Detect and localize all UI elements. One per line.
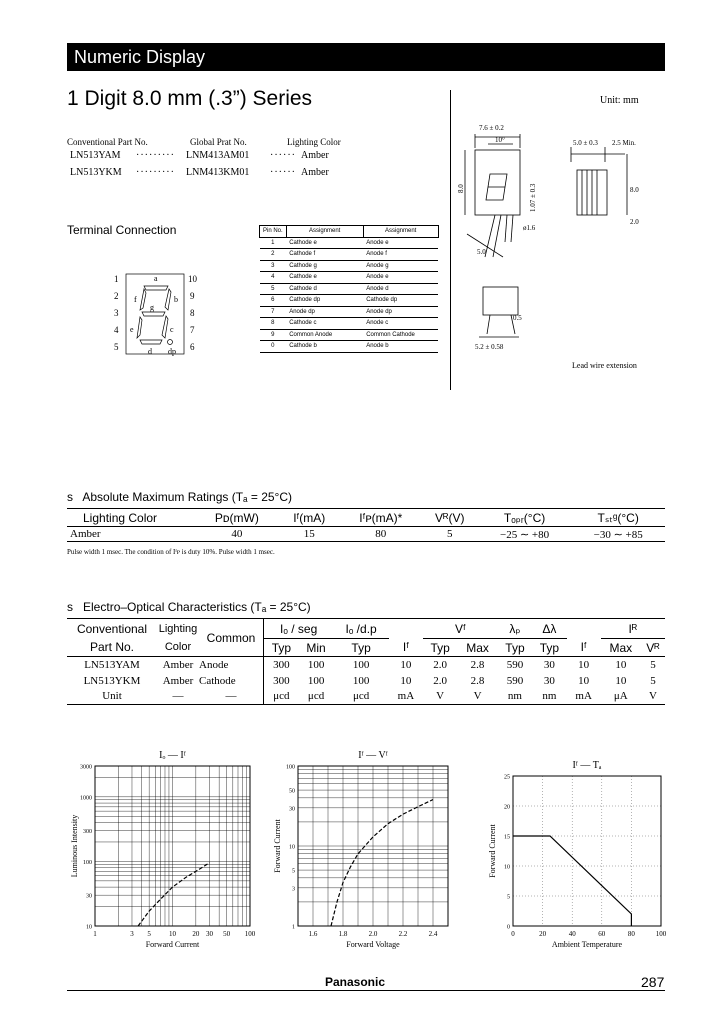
segment-label: e bbox=[130, 325, 134, 334]
brand-logo: Panasonic bbox=[325, 975, 386, 989]
value-cell: 100 bbox=[307, 674, 325, 687]
header-cell: Max bbox=[601, 639, 641, 657]
assignment-cell: Cathode dp bbox=[286, 295, 363, 307]
dim-label: 1.07 ± 0.3 bbox=[529, 183, 537, 212]
series-line bbox=[138, 863, 209, 926]
value-cell: LN513YAM bbox=[84, 658, 140, 671]
abs-max-header-row bbox=[67, 509, 665, 527]
pin-cell: 2 bbox=[260, 249, 287, 261]
table-row bbox=[260, 237, 439, 249]
dim-label: 2.5 Min. bbox=[612, 139, 636, 147]
pin-label: 4 bbox=[114, 325, 119, 335]
value-cell: −30 ∼ +85 bbox=[593, 528, 643, 541]
pin-cell: 1 bbox=[260, 237, 287, 249]
dim-label: 10° bbox=[495, 136, 505, 144]
x-tick-label: 1 bbox=[93, 930, 97, 938]
header-cell: Δλ bbox=[542, 621, 557, 636]
pin-cell: 3 bbox=[260, 260, 287, 272]
dim-label: 5.0 bbox=[477, 248, 486, 256]
x-tick-label: 20 bbox=[539, 930, 547, 938]
segment-label: d bbox=[148, 347, 152, 356]
header-cell: Max bbox=[457, 639, 497, 657]
table-row bbox=[260, 249, 439, 261]
value-cell: 40 bbox=[231, 528, 243, 540]
value-cell: 10 bbox=[615, 674, 627, 687]
series-line bbox=[331, 800, 433, 926]
value-cell: Amber bbox=[162, 674, 194, 687]
pin-cell: 5 bbox=[260, 283, 287, 295]
header-cell: Vᶠ bbox=[454, 621, 466, 636]
assignment-cell: Cathode g bbox=[286, 260, 363, 272]
y-tick-label: 100 bbox=[83, 859, 92, 866]
header-cell: Pᴅ(mW) bbox=[214, 510, 259, 525]
value-cell: 5 bbox=[650, 658, 656, 671]
table-row bbox=[67, 673, 665, 689]
y-tick-label: 20 bbox=[504, 804, 510, 811]
header-cell: Iᶠ(mA) bbox=[293, 510, 326, 525]
lead-caption: Lead wire extension bbox=[572, 361, 637, 370]
assignment-cell: Anode c bbox=[363, 318, 438, 330]
pin-label: 1 bbox=[114, 274, 119, 284]
header-cell: Iᶠ bbox=[402, 640, 409, 655]
segment-label: g bbox=[150, 303, 154, 312]
assignment-cell: Cathode c bbox=[286, 318, 363, 330]
y-tick-label: 30 bbox=[289, 806, 295, 813]
segment-label: b bbox=[174, 295, 178, 304]
header-cell: Iᶠ bbox=[580, 640, 587, 655]
y-tick-label: 3 bbox=[292, 886, 295, 893]
value-cell: 2.0 bbox=[433, 658, 447, 671]
table-row bbox=[260, 260, 439, 272]
eo-subheader-row bbox=[67, 639, 665, 657]
terminal-title: Terminal Connection bbox=[67, 223, 177, 237]
dim-label: 8.0 bbox=[457, 184, 465, 193]
assignment-cell: Cathode e bbox=[286, 237, 363, 249]
header-cell: Typ bbox=[532, 639, 566, 657]
table-row bbox=[67, 527, 665, 542]
pin-cell: 8 bbox=[260, 318, 287, 330]
pin-label: 3 bbox=[114, 308, 119, 318]
value-cell: 2.0 bbox=[433, 674, 447, 687]
value-cell: 10 bbox=[578, 674, 590, 687]
assignment-cell: Cathode f bbox=[286, 249, 363, 261]
table-row bbox=[260, 283, 439, 295]
x-tick-label: 5 bbox=[147, 930, 151, 938]
abs-max-note: Pulse width 1 msec. The condition of Iᶠᴘ is duty 10%. Pulse width 1 msec. bbox=[67, 548, 275, 556]
header-cell: λₚ bbox=[509, 621, 521, 636]
y-tick-label: 50 bbox=[289, 788, 295, 795]
x-tick-label: 60 bbox=[598, 930, 606, 938]
pin-header: Pin No. bbox=[260, 226, 287, 238]
header-cell: Iₒ /d.p bbox=[345, 621, 377, 636]
chart-title: Iₒ — Iᶠ bbox=[159, 750, 186, 761]
x-tick-label: 80 bbox=[627, 930, 635, 938]
pin-cell: 9 bbox=[260, 329, 287, 341]
value-cell: LN513YKM bbox=[83, 674, 141, 687]
y-axis-label: Forward Current bbox=[488, 824, 497, 878]
y-tick-label: 15 bbox=[504, 834, 510, 841]
x-tick-label: 100 bbox=[655, 930, 667, 938]
value-cell: 30 bbox=[543, 658, 555, 671]
dim-label: 8.0 bbox=[630, 186, 639, 194]
value-cell: nm bbox=[507, 690, 522, 703]
dim-label: ø1.6 bbox=[523, 224, 536, 232]
chart-title: Iᶠ — Vᶠ bbox=[358, 750, 388, 761]
assignment-cell: Anode f bbox=[363, 249, 438, 261]
leader-dots: ········· bbox=[136, 167, 175, 178]
bullet: s bbox=[67, 600, 73, 614]
header-cell: Lighting Color bbox=[83, 510, 158, 525]
x-axis-label: Forward Voltage bbox=[346, 940, 400, 949]
y-tick-label: 1 bbox=[292, 924, 295, 931]
header-cell: Iᶠᴘ(mA)* bbox=[359, 510, 403, 525]
assignment-cell: Anode b bbox=[363, 341, 438, 353]
header-cell: Common bbox=[199, 619, 264, 657]
x-tick-label: 2.2 bbox=[398, 930, 408, 938]
assignment-cell: Cathode d bbox=[286, 283, 363, 295]
value-cell: mA bbox=[397, 690, 415, 703]
pin-label: 8 bbox=[190, 308, 195, 318]
pin-cell: 0 bbox=[260, 341, 287, 353]
eo-table bbox=[67, 618, 665, 705]
part-color: Amber bbox=[301, 167, 329, 178]
value-cell: μcd bbox=[352, 690, 370, 703]
y-tick-label: 5 bbox=[292, 868, 295, 875]
eo-title-text: Electro–Optical Characteristics (Tₐ = 25°C) bbox=[83, 600, 311, 614]
y-tick-label: 10 bbox=[289, 844, 295, 851]
table-row bbox=[67, 689, 665, 705]
part-conventional: LN513YKM bbox=[70, 167, 122, 178]
value-cell: 80 bbox=[375, 528, 387, 540]
eo-title bbox=[67, 600, 311, 614]
dim-label: 0.5 bbox=[513, 314, 522, 322]
chart-if-vf bbox=[268, 742, 460, 957]
value-cell: V bbox=[473, 690, 482, 703]
pin-label: 5 bbox=[114, 342, 119, 352]
assignment-cell: Cathode e bbox=[286, 272, 363, 284]
value-cell: — bbox=[172, 690, 184, 703]
x-tick-label: 2.0 bbox=[368, 930, 378, 938]
value-cell: 30 bbox=[543, 674, 555, 687]
value-cell: 590 bbox=[506, 658, 524, 671]
pin-cell: 6 bbox=[260, 295, 287, 307]
pin-cell: 7 bbox=[260, 306, 287, 318]
value-cell: V bbox=[436, 690, 445, 703]
assignment-cell: Common Cathode bbox=[363, 329, 438, 341]
part-global: LNM413KM01 bbox=[186, 167, 250, 178]
dim-label: 7.6 ± 0.2 bbox=[479, 124, 504, 132]
value-cell: Cathode bbox=[199, 673, 264, 689]
chart-title: Iᶠ — Tₐ bbox=[572, 760, 602, 771]
y-tick-label: 5 bbox=[507, 894, 510, 901]
assignment-cell: Anode g bbox=[363, 260, 438, 272]
header-cell: Typ bbox=[264, 639, 299, 657]
value-cell: V bbox=[649, 690, 657, 703]
value-cell: 10 bbox=[400, 674, 412, 687]
x-tick-label: 50 bbox=[223, 930, 231, 938]
abs-max-table bbox=[67, 508, 665, 542]
value-cell: Unit bbox=[102, 690, 122, 703]
assignment-cell: Anode dp bbox=[286, 306, 363, 318]
plot-frame bbox=[513, 776, 661, 926]
pin-label: 9 bbox=[190, 291, 195, 301]
header-cell: Iₒ / seg bbox=[280, 621, 318, 636]
segment-diagram bbox=[110, 268, 210, 363]
part-header-global: Global Prat No. bbox=[190, 137, 247, 147]
x-tick-label: 1.6 bbox=[308, 930, 318, 938]
value-cell: — bbox=[199, 689, 264, 705]
y-tick-label: 3000 bbox=[80, 764, 92, 771]
header-cell: Vᴿ(V) bbox=[435, 510, 465, 525]
header-cell: Part No. bbox=[89, 640, 134, 655]
assignment-header: Assignment bbox=[286, 226, 363, 238]
segment-label: c bbox=[170, 325, 174, 334]
y-tick-label: 0 bbox=[507, 924, 510, 931]
header-cell: Min bbox=[299, 639, 333, 657]
value-cell: 15 bbox=[303, 528, 315, 540]
header-cell: Iᴿ bbox=[628, 621, 638, 636]
pin-label: 10 bbox=[188, 274, 197, 284]
y-tick-label: 100 bbox=[286, 764, 295, 771]
value-cell: 100 bbox=[307, 658, 325, 671]
y-axis-label: Luminous Intensity bbox=[70, 814, 79, 878]
value-cell: 300 bbox=[273, 674, 290, 687]
header-cell: Vᴿ bbox=[641, 639, 665, 657]
assignment-cell: Common Anode bbox=[286, 329, 363, 341]
assignment-cell: Anode e bbox=[363, 272, 438, 284]
leader-dots: ······ bbox=[270, 150, 296, 161]
y-tick-label: 10 bbox=[86, 924, 92, 931]
table-row bbox=[260, 306, 439, 318]
value-cell: μcd bbox=[273, 690, 290, 703]
terminal-header-row bbox=[260, 226, 439, 238]
page-title: 1 Digit 8.0 mm (.3”) Series bbox=[67, 87, 313, 110]
pin-cell: 4 bbox=[260, 272, 287, 284]
y-tick-label: 10 bbox=[504, 864, 510, 871]
part-global: LNM413AM01 bbox=[186, 150, 250, 161]
header-cell: Tₛₜᵍ(°C) bbox=[597, 510, 639, 525]
y-tick-label: 300 bbox=[83, 829, 92, 836]
y-tick-label: 30 bbox=[86, 893, 92, 900]
x-tick-label: 100 bbox=[244, 930, 256, 938]
x-tick-label: 20 bbox=[192, 930, 200, 938]
value-cell: 2.8 bbox=[470, 674, 485, 687]
assignment-cell: Cathode dp bbox=[363, 295, 438, 307]
leader-dots: ······ bbox=[270, 167, 296, 178]
dim-label: 2.0 bbox=[630, 218, 639, 226]
table-row bbox=[260, 318, 439, 330]
header-cell: Tₒₚᵣ(°C) bbox=[503, 510, 546, 525]
dim-label: 5.0 ± 0.3 bbox=[573, 139, 598, 147]
table-row bbox=[260, 272, 439, 284]
value-cell: 300 bbox=[273, 658, 290, 671]
part-conventional: LN513YAM bbox=[70, 150, 121, 161]
x-axis-label: Ambient Temperature bbox=[551, 940, 623, 949]
bullet: s bbox=[67, 490, 73, 504]
value-cell: 10 bbox=[578, 658, 590, 671]
value-cell: −25 ∼ +80 bbox=[500, 528, 550, 541]
segment-label: a bbox=[154, 274, 158, 283]
x-tick-label: 40 bbox=[568, 930, 576, 938]
value-cell: mA bbox=[575, 690, 592, 703]
value-cell: Amber bbox=[162, 658, 194, 671]
header-cell: Lighting bbox=[158, 622, 198, 635]
header-cell: Typ bbox=[498, 639, 532, 657]
assignment-cell: Anode e bbox=[363, 237, 438, 249]
assignment-cell: Anode d bbox=[363, 283, 438, 295]
table-row bbox=[260, 329, 439, 341]
header-bar bbox=[67, 43, 665, 71]
category-title: Numeric Display bbox=[74, 47, 206, 67]
divider-line bbox=[450, 90, 451, 390]
part-header-conventional: Conventional Part No. bbox=[67, 137, 148, 147]
table-row bbox=[260, 295, 439, 307]
header-cell: Conventional bbox=[76, 621, 148, 636]
value-cell: 5 bbox=[447, 528, 453, 540]
value-cell: 5 bbox=[650, 674, 656, 687]
abs-max-title bbox=[67, 490, 292, 504]
value-cell: 100 bbox=[352, 674, 370, 687]
x-tick-label: 2.4 bbox=[428, 930, 438, 938]
terminal-table bbox=[259, 225, 439, 353]
y-tick-label: 1000 bbox=[80, 795, 92, 802]
value-cell: 2.8 bbox=[470, 658, 485, 671]
value-cell: μcd bbox=[307, 690, 325, 703]
pin-label: 2 bbox=[114, 291, 119, 301]
x-tick-label: 3 bbox=[130, 930, 134, 938]
pin-label: 6 bbox=[190, 342, 195, 352]
dim-label: 5.2 ± 0.58 bbox=[475, 343, 504, 351]
segment-label: f bbox=[134, 295, 137, 304]
header-cell: Typ bbox=[333, 639, 389, 657]
value-cell: Anode bbox=[199, 657, 264, 673]
assignment-cell: Cathode b bbox=[286, 341, 363, 353]
part-color: Amber bbox=[301, 150, 329, 161]
value-cell: 100 bbox=[352, 658, 370, 671]
unit-label: Unit: mm bbox=[600, 95, 639, 106]
segment-label: dp bbox=[168, 347, 176, 356]
y-tick-label: 25 bbox=[504, 774, 510, 781]
x-tick-label: 1.8 bbox=[338, 930, 348, 938]
x-tick-label: 30 bbox=[205, 930, 213, 938]
abs-max-title-text: Absolute Maximum Ratings (Tₐ = 25°C) bbox=[82, 490, 293, 504]
value-cell: 10 bbox=[615, 658, 627, 671]
x-tick-label: 10 bbox=[169, 930, 176, 938]
chart-io-if bbox=[60, 742, 265, 957]
leader-dots: ········· bbox=[136, 150, 175, 161]
footer-line bbox=[67, 990, 665, 991]
x-axis-label: Forward Current bbox=[145, 940, 200, 949]
pin-label: 7 bbox=[190, 325, 195, 335]
page-number: 287 bbox=[641, 974, 665, 990]
value-cell: Amber bbox=[70, 528, 101, 540]
value-cell: nm bbox=[542, 690, 557, 703]
header-cell: Typ bbox=[423, 639, 457, 657]
chart-if-ta bbox=[478, 752, 668, 957]
table-row bbox=[67, 657, 665, 673]
assignment-cell: Anode dp bbox=[363, 306, 438, 318]
value-cell: 10 bbox=[400, 658, 412, 671]
dimension-drawing bbox=[455, 112, 670, 377]
part-header-color: Lighting Color bbox=[287, 137, 341, 147]
value-cell: 590 bbox=[506, 674, 524, 687]
value-cell: μA bbox=[613, 690, 628, 703]
y-axis-label: Forward Current bbox=[273, 819, 282, 873]
assignment-header: Assignment bbox=[363, 226, 438, 238]
x-tick-label: 0 bbox=[511, 930, 515, 938]
eo-header-row bbox=[67, 619, 665, 639]
table-row bbox=[260, 341, 439, 353]
header-cell: Color bbox=[164, 641, 192, 654]
